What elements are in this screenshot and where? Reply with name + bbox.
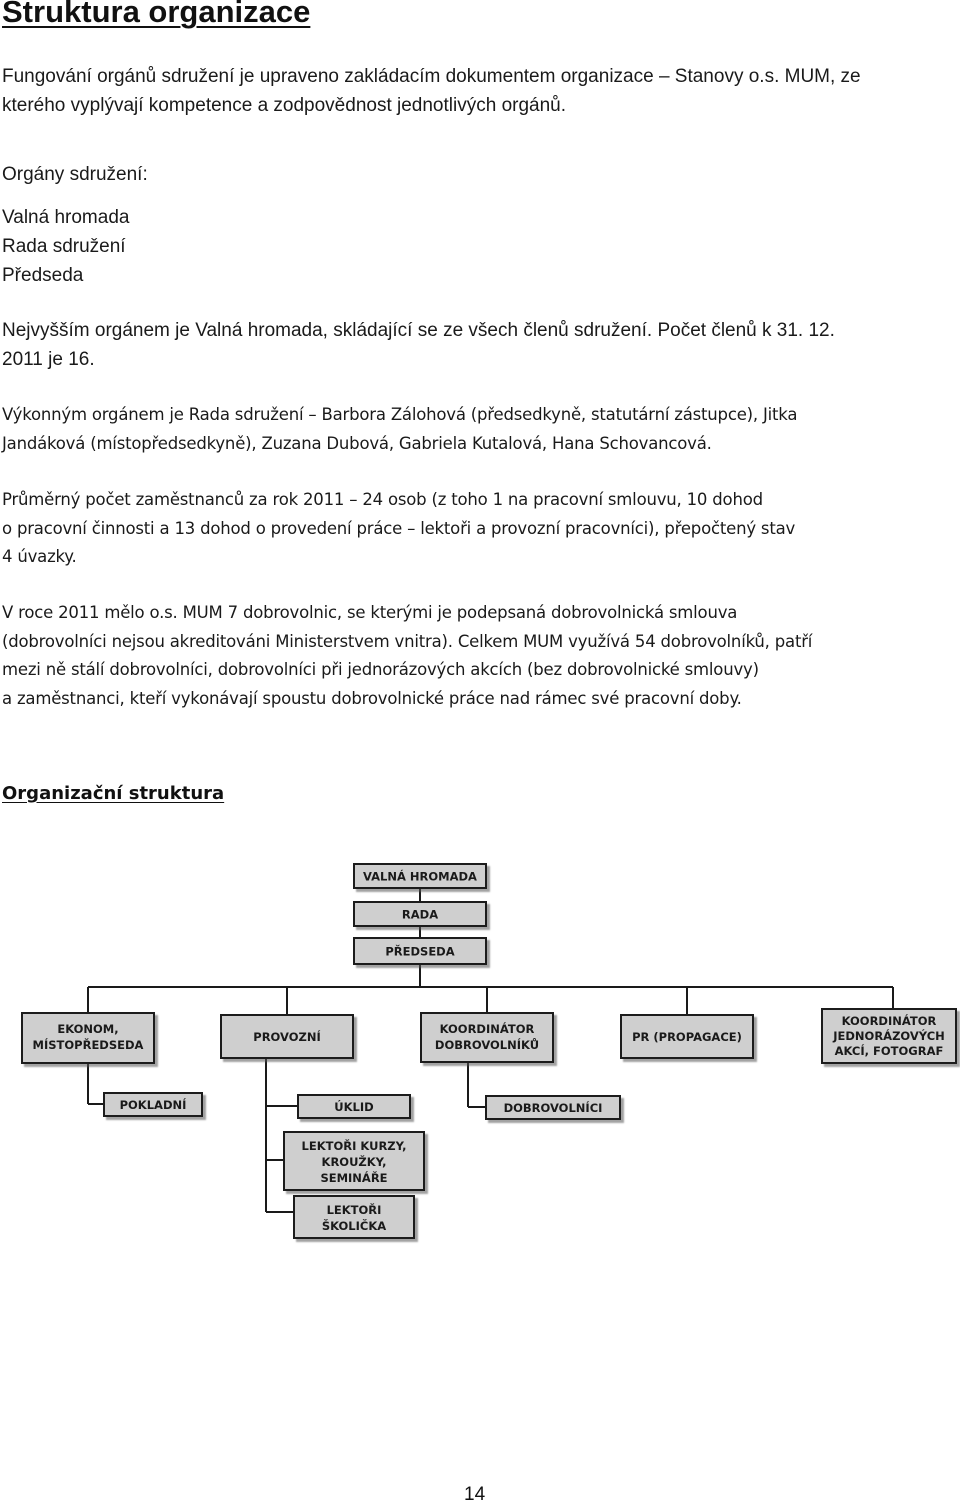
org-box-label: PROVOZNÍ <box>253 1030 321 1044</box>
employees-line: o pracovní činnosti a 13 dohod o provedení práce – lektoři a provozní pracovníci), přepočtený stav <box>2 518 796 538</box>
org-box-label: EKONOM, <box>57 1022 119 1036</box>
org-box-label: VALNÁ HROMADA <box>363 869 477 884</box>
organ-item: Valná hromada <box>2 207 130 228</box>
volunteers-paragraph <box>2 599 954 713</box>
employees-line: Průměrný počet zaměstnanců za rok 2011 – 24 osob (z toho 1 na pracovní smlouvu, 10 dohod <box>2 490 763 509</box>
org-box-rada <box>354 902 486 926</box>
org-box-label: RADA <box>401 907 439 922</box>
intro-line: kterého vyplývají kompetence a zodpovědnost jednotlivých orgánů. <box>2 95 567 116</box>
org-box-label: DOBROVOLNÍKŮ <box>434 1038 540 1052</box>
org-box-label: KOORDINÁTOR <box>439 1022 535 1036</box>
employees-line: 4 úvazky. <box>2 547 77 566</box>
employees-paragraph <box>2 486 954 572</box>
org-box-label: MÍSTOPŘEDSEDA <box>32 1038 144 1052</box>
org-box-label: DOBROVOLNÍCI <box>503 1101 603 1115</box>
org-box-label: ŠKOLIČKA <box>321 1219 387 1233</box>
org-box-koordinator-akci <box>822 1009 956 1063</box>
page-title: Struktura organizace <box>2 0 311 29</box>
organs-heading: Orgány sdružení: <box>2 164 148 185</box>
org-box-dobrovolnici <box>486 1096 620 1119</box>
org-box-lektori-skolicka <box>294 1196 414 1238</box>
board-paragraph <box>2 401 954 458</box>
org-box-label: LEKTOŘI <box>326 1203 382 1217</box>
org-box-pokladni <box>104 1093 202 1116</box>
org-box-label: PR (PROPAGACE) <box>632 1030 742 1044</box>
intro-paragraph <box>2 62 954 120</box>
members-paragraph <box>2 316 954 374</box>
org-box-provozni <box>221 1015 353 1058</box>
org-box-valna-hromada <box>354 864 486 888</box>
org-box-koordinator-dobrovolniku <box>421 1013 553 1062</box>
organ-item: Rada sdružení <box>2 236 126 257</box>
org-box-label: KROUŽKY, <box>321 1155 387 1169</box>
org-box-label: JEDNORÁZOVÝCH <box>833 1029 945 1043</box>
org-box-label: AKCÍ, FOTOGRAF <box>834 1044 944 1058</box>
board-line: Výkonným orgánem je Rada sdružení – Barbora Zálohová (předsedkyně, statutární zástupce), Jitka <box>2 405 798 424</box>
org-box-label: LEKTOŘI KURZY, <box>301 1139 407 1153</box>
org-chart <box>0 840 960 1260</box>
org-box-pr <box>621 1015 753 1058</box>
org-box-label: SEMINÁŘE <box>320 1171 388 1185</box>
volunteers-line: mezi ně stálí dobrovolníci, dobrovolníci při jednorázových akcích (bez dobrovolnické smlouvy) <box>2 660 759 679</box>
org-box-uklid <box>298 1095 410 1118</box>
page-number: 14 <box>464 1484 486 1505</box>
members-line: 2011 je 16. <box>2 349 95 370</box>
org-box-label: POKLADNÍ <box>119 1098 187 1112</box>
volunteers-line: a zaměstnanci, kteří vykonávají spoustu dobrovolnické práce nad rámec své pracovní doby. <box>2 688 742 708</box>
board-line: Jandáková (místopředsedkyně), Zuzana Dubová, Gabriela Kutalová, Hana Schovancová. <box>2 433 712 453</box>
organs-list <box>2 203 954 290</box>
volunteers-line: (dobrovolníci nejsou akreditováni Ministerstvem vnitra). Celkem MUM využívá 54 dobrovolníků, patří <box>2 631 813 651</box>
org-box-predseda <box>354 938 486 964</box>
volunteers-line: V roce 2011 mělo o.s. MUM 7 dobrovolnic, se kterými je podepsaná dobrovolnická smlouva <box>2 603 738 622</box>
organ-item: Předseda <box>2 265 84 286</box>
intro-line: Fungování orgánů sdružení je upraveno zakládacím dokumentem organizace – Stanovy o.s. MUM, ze <box>2 66 861 87</box>
org-box-label: ÚKLID <box>334 1100 374 1114</box>
members-line: Nejvyšším orgánem je Valná hromada, skládající se ze všech členů sdružení. Počet členů k 31. 12. <box>2 320 835 341</box>
org-structure-heading: Organizační struktura <box>2 783 225 804</box>
org-box-lektori-kurzy <box>284 1132 424 1190</box>
org-box-label: KOORDINÁTOR <box>841 1014 937 1028</box>
org-box-ekonom <box>22 1013 154 1063</box>
org-box-label: PŘEDSEDA <box>385 944 455 959</box>
